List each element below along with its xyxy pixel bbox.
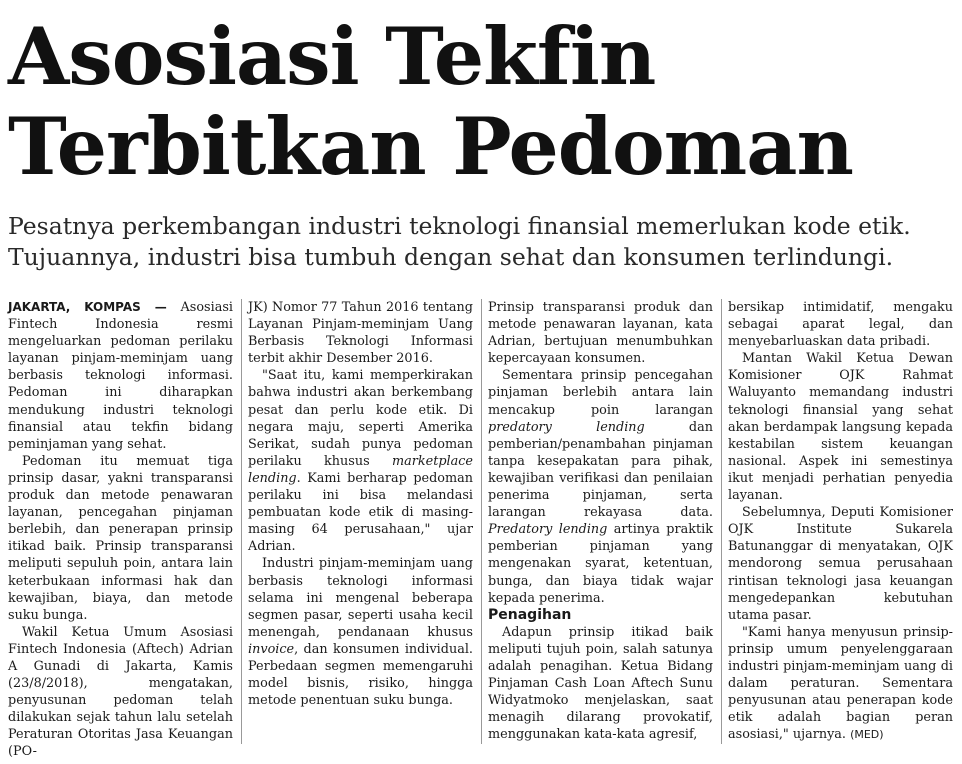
paragraph: Mantan Wakil Ketua Dewan Komisioner OJK Rahmat Waluyanto memandang industri teknologi finansial yang sehat akan berdampak langsung kepada kestabilan sistem keuangan nasional. Aspek ini semestinya ikut menjadi perhatian penyedia layanan. [728,351,953,504]
deck-line-2: Tujuannya, industri bisa tumbuh dengan sehat dan konsumen terlindungi. [8,243,894,271]
italic-term: invoice [248,641,295,657]
column-3 [481,299,713,744]
paragraph [488,367,713,606]
paragraph-text: "Saat itu, kami memperkirakan bahwa industri akan berkembang pesat dan perlu kode etik. Di negara maju, seperti Amerika Serikat, sudah punya pedoman perilaku khusus [248,368,473,469]
paragraph: Wakil Ketua Umum Asosiasi Fintech Indonesia (Aftech) Adrian A Gunadi di Jakarta, Kamis (23/8/2018), mengatakan, penyusunan pedoman telah dilakukan sejak tahun lalu setelah Peraturan Otoritas Jasa Keuangan (PO- [8,624,233,760]
italic-term: Predatory lending [488,522,608,538]
paragraph-text: Sementara prinsip pencegahan pinjaman berlebih antara lain mencakup poin larangan [488,368,713,418]
paragraph [728,624,953,744]
paragraph: Adapun prinsip itikad baik meliputi tujuh poin, salah satunya adalah penagihan. Ketua Bidang Pinjaman Cash Loan Aftech Sunu Widyatmoko menjelaskan, saat menagih dilarang provokatif, menggunakan kata-kata agresif, [488,624,713,743]
paragraph: Sebelumnya, Deputi Komisioner OJK Institute Sukarela Batunanggar di menyatakan, OJK mendorong semua perusahaan rintisan teknologi jasa keuangan mengedepankan kebutuhan utama pasar. [728,505,953,623]
deck [8,211,953,273]
paragraph: Pedoman itu memuat tiga prinsip dasar, yakni transparansi produk dan metode penawaran layanan, pencegahan pinjaman berlebih, dan penerapan prinsip itikad baik. Prinsip transparansi meliputi sepuluh poin, antara lain keterbukaan informasi hak dan kewajiban, biaya, dan metode suku bunga. [8,453,233,623]
paragraph-text: "Kami hanya menyusun prinsip-prinsip umum penyelenggaraan industri pinjam-meminjam uang di dalam peraturan. Sementara penyusunan atau penerapan kode etik adalah bagian peran asosiasi," ujarnya. [728,624,953,743]
paragraph-text: . Kami berharap pedoman perilaku ini bisa melandasi pembuatan kode etik di masing-masing 64 perusahaan," ujar Adrian. [248,470,473,555]
paragraph [248,367,473,555]
headline-line-2: Terbitkan Pedoman [8,100,853,193]
paragraph-text: Industri pinjam-meminjam uang berbasis teknologi informasi selama ini mengenal beberapa segmen pasar, seperti usaha kecil menengah, pendanaan khusus [248,556,473,640]
article-body [8,299,953,760]
paragraph: JK) Nomor 77 Tahun 2016 tentang Layanan Pinjam-meminjam Uang Berbasis Teknologi Informasi terbit akhir Desember 2016. [248,300,473,367]
headline-line-1: Asosiasi Tekfin [8,10,656,103]
paragraph-text: artinya praktik pemberian pinjaman yang mengenakan syarat, ketentuan, bunga, dan biaya tidak wajar kepada penerima. [488,522,713,606]
paragraph [248,555,473,709]
paragraph-text: dan pemberian/penambahan pinjaman tanpa kesepakatan para pihak, kewajiban verifikasi dan penilaian penerima pinjaman, serta larangan rekayasa data. [488,419,713,521]
paragraph-text: Asosiasi Fintech Indonesia resmi mengeluarkan pedoman perilaku layanan pinjam-meminjam uang berbasis teknologi informasi. Pedoman ini diharapkan mendukung industri teknologi finansial atau tekfin bidang peminjaman yang sehat. [8,300,233,452]
column-2 [241,299,473,744]
deck-line-1: Pesatnya perkembangan industri teknologi finansial memerlukan kode etik. [8,212,911,240]
italic-term: marketplace lending [248,453,473,486]
column-4 [721,299,953,744]
paragraph-text: , dan konsumen individual. Perbedaan segmen memengaruhi model bisnis, risiko, hingga metode penentuan suku bunga. [248,641,473,709]
headline [8,12,953,192]
subheading: Penagihan [488,606,572,623]
author-signature: (MED) [850,728,884,742]
paragraph: bersikap intimidatif, mengaku sebagai aparat legal, dan menyebarluaskan data pribadi. [728,300,953,350]
italic-term: predatory lending [488,419,645,435]
paragraph [8,299,233,453]
paragraph: Prinsip transparansi produk dan metode penawaran layanan, kata Adrian, bertujuan menumbuhkan kepercayaan konsumen. [488,300,713,367]
column-1 [8,299,233,760]
dateline: JAKARTA, KOMPAS — [8,300,167,314]
